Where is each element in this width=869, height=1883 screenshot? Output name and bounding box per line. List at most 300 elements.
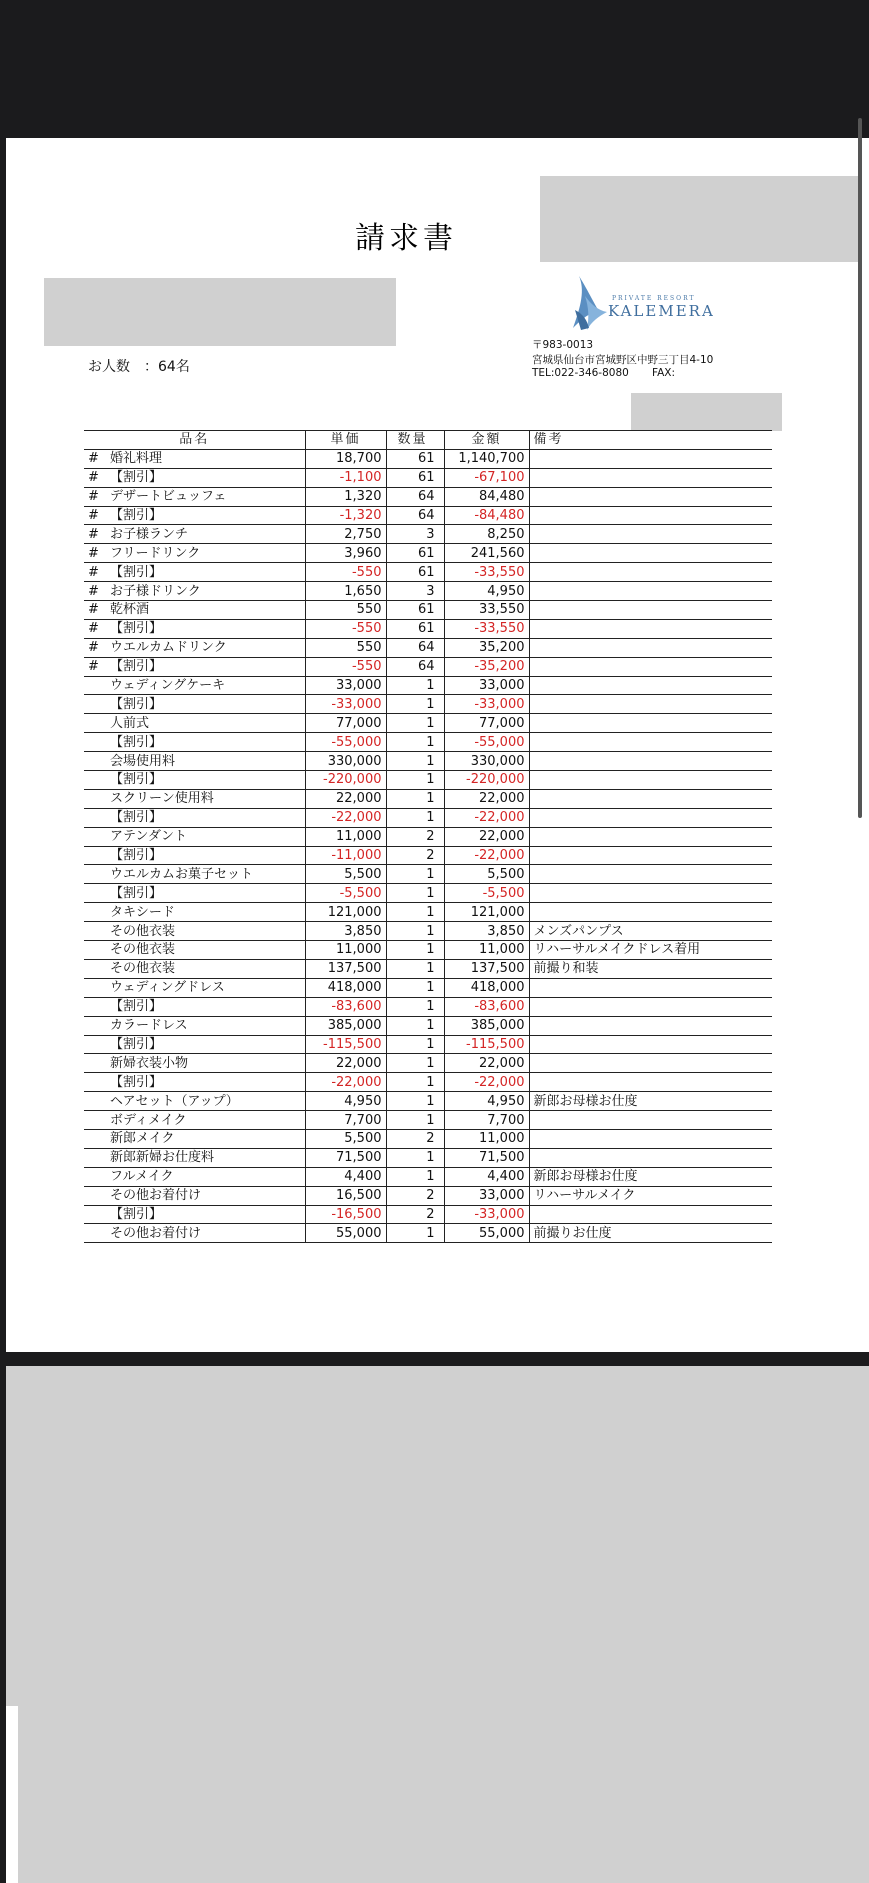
cell-amount: 385,000 xyxy=(444,1016,529,1035)
table-row xyxy=(84,695,772,714)
row-mark: # xyxy=(88,489,99,505)
item-name: 人前式 xyxy=(110,715,150,731)
cell-amount: -22,000 xyxy=(444,808,529,827)
page-title: 請求書 xyxy=(355,221,457,256)
table-row xyxy=(84,903,772,922)
table-row xyxy=(84,978,772,997)
cell-amount: 8,250 xyxy=(444,525,529,544)
cell-qty: 61 xyxy=(386,544,444,563)
cell-note: 新郎お母様お仕度 xyxy=(529,1167,772,1186)
cell-price: -33,000 xyxy=(305,695,386,714)
cell-price: -83,600 xyxy=(305,997,386,1016)
cell-price: 22,000 xyxy=(305,789,386,808)
row-mark: # xyxy=(88,621,99,637)
row-mark: # xyxy=(88,602,99,618)
cell-price: 3,850 xyxy=(305,922,386,941)
cell-note xyxy=(529,997,772,1016)
item-name: 【割引】 xyxy=(110,564,163,580)
cell-amount: 5,500 xyxy=(444,865,529,884)
cell-amount: -5,500 xyxy=(444,884,529,903)
cell-item-name xyxy=(84,1035,305,1054)
cell-amount: 121,000 xyxy=(444,903,529,922)
cell-price: -55,000 xyxy=(305,733,386,752)
cell-note xyxy=(529,601,772,620)
cell-note: リハーサルメイクドレス着用 xyxy=(529,941,772,960)
item-name: その他衣装 xyxy=(110,961,176,977)
cell-price: -550 xyxy=(305,619,386,638)
cell-item-name xyxy=(84,487,305,506)
cell-qty: 2 xyxy=(386,1205,444,1224)
cell-qty: 1 xyxy=(386,1054,444,1073)
cell-item-name xyxy=(84,544,305,563)
cell-note xyxy=(529,638,772,657)
cell-price: 4,400 xyxy=(305,1167,386,1186)
item-name: その他お着付け xyxy=(110,1188,202,1204)
cell-price: 550 xyxy=(305,638,386,657)
cell-qty: 1 xyxy=(386,1035,444,1054)
cell-item-name xyxy=(84,657,305,676)
table-row xyxy=(84,1186,772,1205)
cell-price: -11,000 xyxy=(305,846,386,865)
row-mark: # xyxy=(88,583,99,599)
cell-price: 5,500 xyxy=(305,1129,386,1148)
cell-price: 77,000 xyxy=(305,714,386,733)
cell-qty: 1 xyxy=(386,922,444,941)
cell-amount: -33,550 xyxy=(444,563,529,582)
cell-item-name xyxy=(84,563,305,582)
cell-item-name xyxy=(84,714,305,733)
cell-note: 前撮り和装 xyxy=(529,959,772,978)
guest-count: お人数 ：64名 xyxy=(88,359,190,375)
cell-price: 55,000 xyxy=(305,1224,386,1243)
cell-amount: 7,700 xyxy=(444,1111,529,1130)
cell-item-name xyxy=(84,978,305,997)
item-name: 【割引】 xyxy=(110,696,163,712)
item-name: 新郎新婦お仕度料 xyxy=(110,1150,215,1166)
table-row xyxy=(84,1073,772,1092)
cell-qty: 64 xyxy=(386,487,444,506)
item-name: その他衣装 xyxy=(110,942,176,958)
table-row xyxy=(84,1167,772,1186)
cell-note xyxy=(529,619,772,638)
table-row xyxy=(84,846,772,865)
cell-qty: 1 xyxy=(386,1148,444,1167)
cell-amount: 77,000 xyxy=(444,714,529,733)
cell-price: 7,700 xyxy=(305,1111,386,1130)
cell-qty: 61 xyxy=(386,449,444,468)
table-row xyxy=(84,1205,772,1224)
item-name: デザートビュッフェ xyxy=(110,489,227,505)
cell-amount: 22,000 xyxy=(444,1054,529,1073)
cell-qty: 64 xyxy=(386,638,444,657)
table-row xyxy=(84,544,772,563)
cell-amount: 4,950 xyxy=(444,1092,529,1111)
table-row xyxy=(84,1129,772,1148)
cell-price: 18,700 xyxy=(305,449,386,468)
cell-note xyxy=(529,1129,772,1148)
cell-qty: 1 xyxy=(386,752,444,771)
cell-note xyxy=(529,1035,772,1054)
redacted-block-stamp xyxy=(631,393,782,431)
item-name: お子様ドリンク xyxy=(110,583,201,599)
item-name: 新婦衣装小物 xyxy=(110,1055,189,1071)
cell-item-name xyxy=(84,449,305,468)
header-name: 品名 xyxy=(84,431,305,450)
table-header-row xyxy=(84,431,772,450)
item-name: 【割引】 xyxy=(110,1036,163,1052)
item-name: 【割引】 xyxy=(110,999,163,1015)
cell-price: 71,500 xyxy=(305,1148,386,1167)
cell-note xyxy=(529,1148,772,1167)
table-row xyxy=(84,657,772,676)
item-name: 【割引】 xyxy=(110,734,163,750)
cell-amount: 418,000 xyxy=(444,978,529,997)
cell-item-name xyxy=(84,1205,305,1224)
item-name: 【割引】 xyxy=(110,848,163,864)
invoice-table xyxy=(84,430,772,1243)
cell-amount: 11,000 xyxy=(444,1129,529,1148)
cell-qty: 1 xyxy=(386,1092,444,1111)
cell-item-name xyxy=(84,1148,305,1167)
cell-item-name xyxy=(84,1073,305,1092)
cell-price: 137,500 xyxy=(305,959,386,978)
table-row xyxy=(84,1035,772,1054)
cell-qty: 1 xyxy=(386,676,444,695)
cell-price: -550 xyxy=(305,563,386,582)
cell-qty: 1 xyxy=(386,1016,444,1035)
cell-item-name xyxy=(84,1224,305,1243)
cell-note xyxy=(529,846,772,865)
cell-note xyxy=(529,903,772,922)
cell-qty: 1 xyxy=(386,997,444,1016)
cell-item-name xyxy=(84,1054,305,1073)
cell-amount: -83,600 xyxy=(444,997,529,1016)
table-row xyxy=(84,676,772,695)
table-row xyxy=(84,525,772,544)
table-row xyxy=(84,487,772,506)
cell-amount: 71,500 xyxy=(444,1148,529,1167)
cell-price: -16,500 xyxy=(305,1205,386,1224)
cell-amount: -33,550 xyxy=(444,619,529,638)
cell-price: 1,650 xyxy=(305,582,386,601)
cell-amount: 11,000 xyxy=(444,941,529,960)
cell-amount: 22,000 xyxy=(444,827,529,846)
cell-note xyxy=(529,808,772,827)
table-row xyxy=(84,638,772,657)
cell-qty: 1 xyxy=(386,695,444,714)
item-name: 新郎メイク xyxy=(110,1131,175,1147)
cell-price: 330,000 xyxy=(305,752,386,771)
item-name: ウェディングドレス xyxy=(110,980,225,996)
cell-amount: 33,550 xyxy=(444,601,529,620)
cell-price: 550 xyxy=(305,601,386,620)
table-row xyxy=(84,865,772,884)
cell-amount: 137,500 xyxy=(444,959,529,978)
cell-amount: 3,850 xyxy=(444,922,529,941)
cell-amount: 241,560 xyxy=(444,544,529,563)
cell-qty: 61 xyxy=(386,601,444,620)
cell-amount: 35,200 xyxy=(444,638,529,657)
cell-price: 121,000 xyxy=(305,903,386,922)
item-name: 会場使用料 xyxy=(110,753,176,769)
cell-note xyxy=(529,752,772,771)
table-row xyxy=(84,733,772,752)
cell-note: メンズパンプス xyxy=(529,922,772,941)
cell-note xyxy=(529,487,772,506)
item-name: 【割引】 xyxy=(110,772,163,788)
cell-amount: -33,000 xyxy=(444,1205,529,1224)
item-name: アテンダント xyxy=(110,829,187,845)
cell-item-name xyxy=(84,903,305,922)
redacted-next-page xyxy=(6,1366,869,1883)
cell-price: 1,320 xyxy=(305,487,386,506)
cell-qty: 1 xyxy=(386,865,444,884)
table-row xyxy=(84,449,772,468)
cell-item-name xyxy=(84,941,305,960)
table-row xyxy=(84,771,772,790)
item-name: ウエルカムドリンク xyxy=(110,640,227,656)
cell-note xyxy=(529,657,772,676)
header-amount: 金額 xyxy=(444,431,529,450)
cell-note xyxy=(529,544,772,563)
cell-qty: 1 xyxy=(386,978,444,997)
table-row xyxy=(84,1016,772,1035)
cell-item-name xyxy=(84,1186,305,1205)
cell-note: 前撮りお仕度 xyxy=(529,1224,772,1243)
cell-item-name xyxy=(84,922,305,941)
item-name: カラードレス xyxy=(110,1018,188,1034)
cell-amount: -67,100 xyxy=(444,468,529,487)
item-name: ウェディングケーキ xyxy=(110,678,226,694)
cell-item-name xyxy=(84,789,305,808)
cell-amount: 4,400 xyxy=(444,1167,529,1186)
cell-note xyxy=(529,1054,772,1073)
cell-note xyxy=(529,771,772,790)
item-name: 【割引】 xyxy=(110,659,163,675)
cell-qty: 61 xyxy=(386,468,444,487)
cell-qty: 1 xyxy=(386,941,444,960)
item-name: その他衣装 xyxy=(110,923,176,939)
cell-note xyxy=(529,714,772,733)
row-mark: # xyxy=(88,640,99,656)
cell-amount: -22,000 xyxy=(444,846,529,865)
cell-item-name xyxy=(84,752,305,771)
row-mark: # xyxy=(88,526,99,542)
cell-qty: 1 xyxy=(386,789,444,808)
cell-price: -22,000 xyxy=(305,1073,386,1092)
cell-amount: -35,200 xyxy=(444,657,529,676)
cell-note xyxy=(529,449,772,468)
header-price: 単価 xyxy=(305,431,386,450)
cell-amount: 33,000 xyxy=(444,676,529,695)
cell-note xyxy=(529,1016,772,1035)
cell-note xyxy=(529,733,772,752)
cell-note xyxy=(529,789,772,808)
cell-price: -1,100 xyxy=(305,468,386,487)
cell-qty: 64 xyxy=(386,657,444,676)
header-note: 備考 xyxy=(529,431,772,450)
cell-price: 5,500 xyxy=(305,865,386,884)
item-name: タキシード xyxy=(110,904,175,920)
table-row xyxy=(84,619,772,638)
cell-amount: 33,000 xyxy=(444,1186,529,1205)
cell-qty: 1 xyxy=(386,714,444,733)
cell-price: -1,320 xyxy=(305,506,386,525)
cell-qty: 1 xyxy=(386,1224,444,1243)
cell-note xyxy=(529,695,772,714)
cell-item-name xyxy=(84,997,305,1016)
table-row xyxy=(84,922,772,941)
cell-item-name xyxy=(84,1129,305,1148)
cell-price: 11,000 xyxy=(305,827,386,846)
table-row xyxy=(84,827,772,846)
cell-qty: 1 xyxy=(386,903,444,922)
cell-amount: -33,000 xyxy=(444,695,529,714)
cell-note xyxy=(529,1073,772,1092)
cell-item-name xyxy=(84,601,305,620)
cell-price: -5,500 xyxy=(305,884,386,903)
cell-qty: 1 xyxy=(386,771,444,790)
cell-item-name xyxy=(84,695,305,714)
cell-qty: 61 xyxy=(386,563,444,582)
scrollbar[interactable] xyxy=(858,118,862,818)
cell-item-name xyxy=(84,619,305,638)
cell-price: 4,950 xyxy=(305,1092,386,1111)
cell-price: -550 xyxy=(305,657,386,676)
row-mark: # xyxy=(88,470,99,486)
cell-qty: 61 xyxy=(386,619,444,638)
cell-qty: 1 xyxy=(386,808,444,827)
cell-item-name xyxy=(84,884,305,903)
cell-amount: -115,500 xyxy=(444,1035,529,1054)
cell-note xyxy=(529,525,772,544)
cell-qty: 1 xyxy=(386,1073,444,1092)
cell-price: 16,500 xyxy=(305,1186,386,1205)
table-row xyxy=(84,582,772,601)
table-row xyxy=(84,959,772,978)
cell-item-name xyxy=(84,1167,305,1186)
cell-item-name xyxy=(84,506,305,525)
cell-note xyxy=(529,1111,772,1130)
cell-amount: 84,480 xyxy=(444,487,529,506)
cell-qty: 64 xyxy=(386,506,444,525)
table-row xyxy=(84,1224,772,1243)
item-name: ボディメイク xyxy=(110,1112,187,1128)
cell-price: -220,000 xyxy=(305,771,386,790)
table-row xyxy=(84,789,772,808)
company-tel: TEL:022-346-8080 xyxy=(532,367,629,379)
item-name: スクリーン使用料 xyxy=(110,791,214,807)
table-row xyxy=(84,506,772,525)
cell-qty: 3 xyxy=(386,582,444,601)
table-row xyxy=(84,1148,772,1167)
cell-note: リハーサルメイク xyxy=(529,1186,772,1205)
item-name: 婚礼料理 xyxy=(110,451,163,467)
item-name: フリードリンク xyxy=(110,545,201,561)
table-row xyxy=(84,752,772,771)
item-name: その他お着付け xyxy=(110,1225,202,1241)
cell-amount: 55,000 xyxy=(444,1224,529,1243)
cell-note: 新郎お母様お仕度 xyxy=(529,1092,772,1111)
table-row xyxy=(84,941,772,960)
company-address: 宮城県仙台市宮城野区中野三丁目4-10 xyxy=(532,354,714,366)
cell-qty: 3 xyxy=(386,525,444,544)
cell-price: 418,000 xyxy=(305,978,386,997)
row-mark: # xyxy=(88,508,99,523)
row-mark: # xyxy=(88,545,99,561)
cell-item-name xyxy=(84,1092,305,1111)
cell-qty: 1 xyxy=(386,1167,444,1186)
cell-price: 11,000 xyxy=(305,941,386,960)
table-row xyxy=(84,884,772,903)
cell-item-name xyxy=(84,1016,305,1035)
cell-note xyxy=(529,468,772,487)
table-row xyxy=(84,997,772,1016)
cell-note xyxy=(529,827,772,846)
logo-subtitle: PRIVATE RESORT xyxy=(612,295,696,302)
item-name: 【割引】 xyxy=(110,508,163,523)
cell-item-name xyxy=(84,865,305,884)
cell-note xyxy=(529,582,772,601)
cell-qty: 2 xyxy=(386,846,444,865)
item-name: 【割引】 xyxy=(110,1074,163,1090)
table-row xyxy=(84,1111,772,1130)
item-name: ヘアセット（アップ） xyxy=(110,1093,239,1109)
cell-item-name xyxy=(84,676,305,695)
page-gap xyxy=(0,1352,869,1366)
cell-amount: -22,000 xyxy=(444,1073,529,1092)
table-row xyxy=(84,563,772,582)
table-row xyxy=(84,1092,772,1111)
cell-note xyxy=(529,506,772,525)
cell-item-name xyxy=(84,846,305,865)
cell-amount: -84,480 xyxy=(444,506,529,525)
cell-item-name xyxy=(84,827,305,846)
cell-qty: 2 xyxy=(386,1186,444,1205)
item-name: フルメイク xyxy=(110,1169,174,1185)
cell-item-name xyxy=(84,525,305,544)
cell-price: 33,000 xyxy=(305,676,386,695)
cell-amount: 330,000 xyxy=(444,752,529,771)
cell-qty: 2 xyxy=(386,827,444,846)
cell-note xyxy=(529,1205,772,1224)
cell-qty: 1 xyxy=(386,733,444,752)
cell-price: -115,500 xyxy=(305,1035,386,1054)
cell-price: 385,000 xyxy=(305,1016,386,1035)
cell-price: 3,960 xyxy=(305,544,386,563)
cell-item-name xyxy=(84,733,305,752)
cell-item-name xyxy=(84,771,305,790)
page-edge xyxy=(6,1706,18,1883)
logo-name: KALEMERA xyxy=(608,302,715,320)
cell-item-name xyxy=(84,959,305,978)
cell-amount: 4,950 xyxy=(444,582,529,601)
item-name: 【割引】 xyxy=(110,1206,163,1222)
redacted-block-recipient xyxy=(44,278,396,346)
table-row xyxy=(84,601,772,620)
cell-price: -22,000 xyxy=(305,808,386,827)
cell-qty: 1 xyxy=(386,884,444,903)
cell-amount: 1,140,700 xyxy=(444,449,529,468)
postal-code: 〒983-0013 xyxy=(532,339,594,351)
table-row xyxy=(84,1054,772,1073)
company-fax: FAX: xyxy=(652,367,675,379)
cell-qty: 1 xyxy=(386,959,444,978)
item-name: 【割引】 xyxy=(110,621,163,637)
table-row xyxy=(84,808,772,827)
cell-note xyxy=(529,865,772,884)
item-name: お子様ランチ xyxy=(110,526,189,542)
